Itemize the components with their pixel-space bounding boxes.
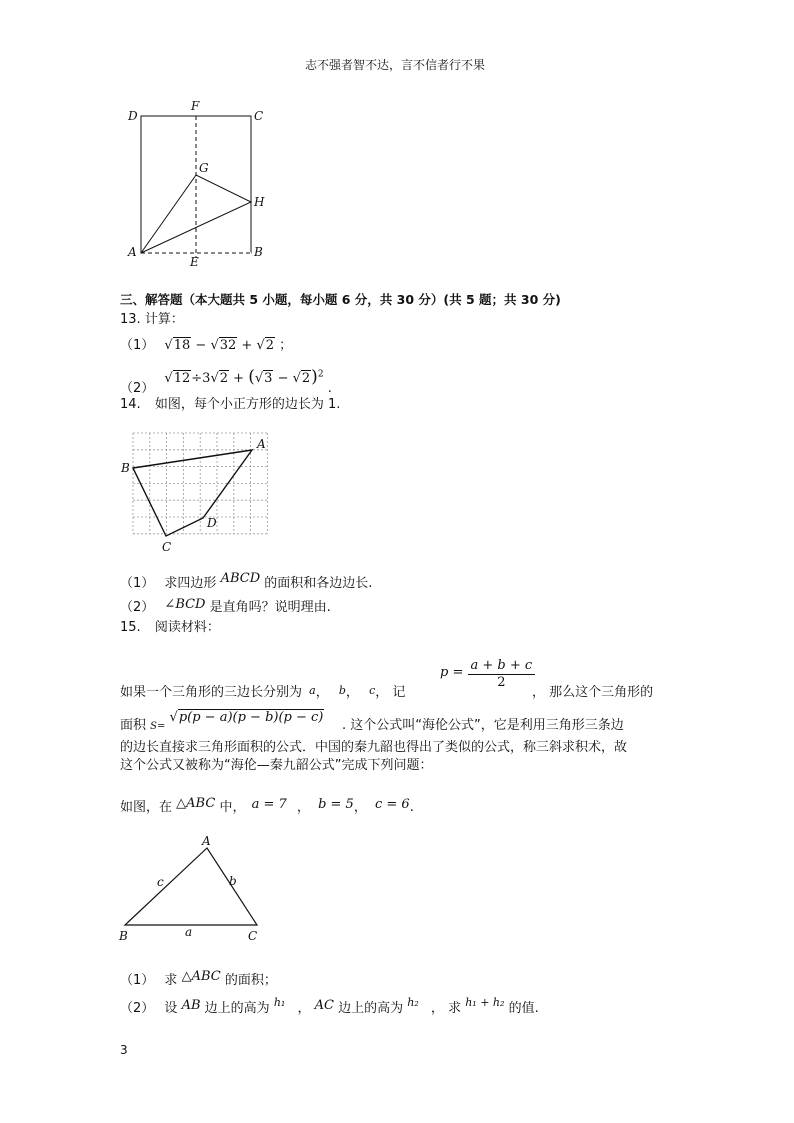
- q15-line2-post: . 这个公式叫“海伦公式”，它是利用三角形三条边: [342, 718, 624, 733]
- q13-number: 13.: [120, 312, 141, 327]
- label-E: E: [190, 255, 199, 269]
- q15-line1-post: ， 那么这个三角形的: [532, 685, 654, 700]
- tri-label-A: A: [202, 834, 211, 848]
- triangle-figure: [112, 830, 272, 945]
- label-B: B: [254, 245, 263, 259]
- grid-label-B: B: [121, 461, 130, 475]
- q14-part1: [120, 571, 373, 592]
- q15-text: 阅读材料：: [154, 620, 220, 635]
- q15-line1: 如果一个三角形的三边长分别为 a， b， c， 记: [120, 684, 406, 700]
- q14-p2-math: ∠BCD: [164, 597, 206, 612]
- section-title: 三、解答题（本大题共 5 小题，每小题 6 分，共 30 分）(共 5 题；共 30 分): [120, 292, 561, 307]
- q14-p1-label: （1）: [120, 576, 155, 591]
- q14-p2-label: （2）: [120, 600, 155, 615]
- q13-p2-label: （2）: [120, 381, 155, 397]
- q14-stem: [120, 397, 340, 413]
- tri-label-b: b: [229, 874, 237, 888]
- q14-p1-math: ABCD: [220, 571, 261, 586]
- header-motto: 志不强者智不达，言不信者行不果: [305, 58, 486, 72]
- tri-label-C: C: [248, 929, 258, 943]
- q13-p1-end: ；: [279, 338, 293, 353]
- q14-p1-post: 的面积和各边边长.: [264, 576, 373, 591]
- q13-stem: [120, 312, 184, 328]
- label-A: A: [128, 245, 137, 259]
- q13-p2-end: .: [327, 381, 332, 397]
- q15-stem: [120, 620, 220, 636]
- rectangle-figure: [120, 98, 280, 273]
- q13-part2: [120, 367, 332, 397]
- q14-part2: [120, 597, 331, 616]
- grid-label-D: D: [207, 516, 217, 530]
- q15-line2: 面积 $_{S=}$ √p(p − a)(p − b)(p − c): [120, 710, 324, 733]
- q15-line3: 的边长直接求三角形面积的公式．中国的秦九韶也得出了类似的公式，称三斜求积术，故: [120, 740, 628, 755]
- q13-p1-label: （1）: [120, 338, 155, 353]
- q15-number: 15.: [120, 620, 141, 635]
- label-G: G: [199, 161, 209, 175]
- q15-part1: （1） 求 △ABC 的面积；: [120, 969, 277, 988]
- q13-p1-expr: √18 − √32 + √2: [164, 338, 275, 353]
- q14-p2-post: 是直角吗？说明理由.: [209, 600, 331, 615]
- q15-part2: （2） 设 AB 边上的高为 $^{h_1}$ ， AC 边上的高为 $^{h_2}$ ， 求 $^{h_1 + h_2}$ 的值.: [120, 996, 539, 1016]
- grid-figure: [118, 428, 278, 556]
- label-D: D: [128, 109, 138, 123]
- label-F: F: [191, 99, 200, 113]
- q15-given: 如图，在 △ABC 中， a = 7 ， b = 5， c = 6.: [120, 796, 414, 815]
- q13-part1: [120, 338, 292, 354]
- formula-p: p = $\frac{a + b + c}{2}$: [440, 658, 535, 691]
- q14-p1-pre: 求四边形: [164, 576, 217, 591]
- grid-label-C: C: [162, 540, 172, 554]
- q14-text: 如图，每个小正方形的边长为 1.: [154, 397, 341, 412]
- grid-label-A: A: [257, 437, 266, 451]
- q15-line4: 这个公式又被称为“海伦—秦九韶公式”完成下列问题：: [120, 758, 433, 773]
- page-number: 3: [120, 1043, 128, 1057]
- label-C: C: [254, 109, 264, 123]
- tri-label-c: c: [157, 875, 164, 889]
- label-H: H: [254, 195, 265, 209]
- q14-number: 14.: [120, 397, 141, 412]
- tri-label-B: B: [119, 929, 128, 943]
- q13-text: 计算：: [144, 312, 184, 327]
- q13-p2-expr: $√12\div 3√2 + (√3 - √2)^2$: [164, 367, 324, 388]
- tri-label-a: a: [185, 925, 193, 939]
